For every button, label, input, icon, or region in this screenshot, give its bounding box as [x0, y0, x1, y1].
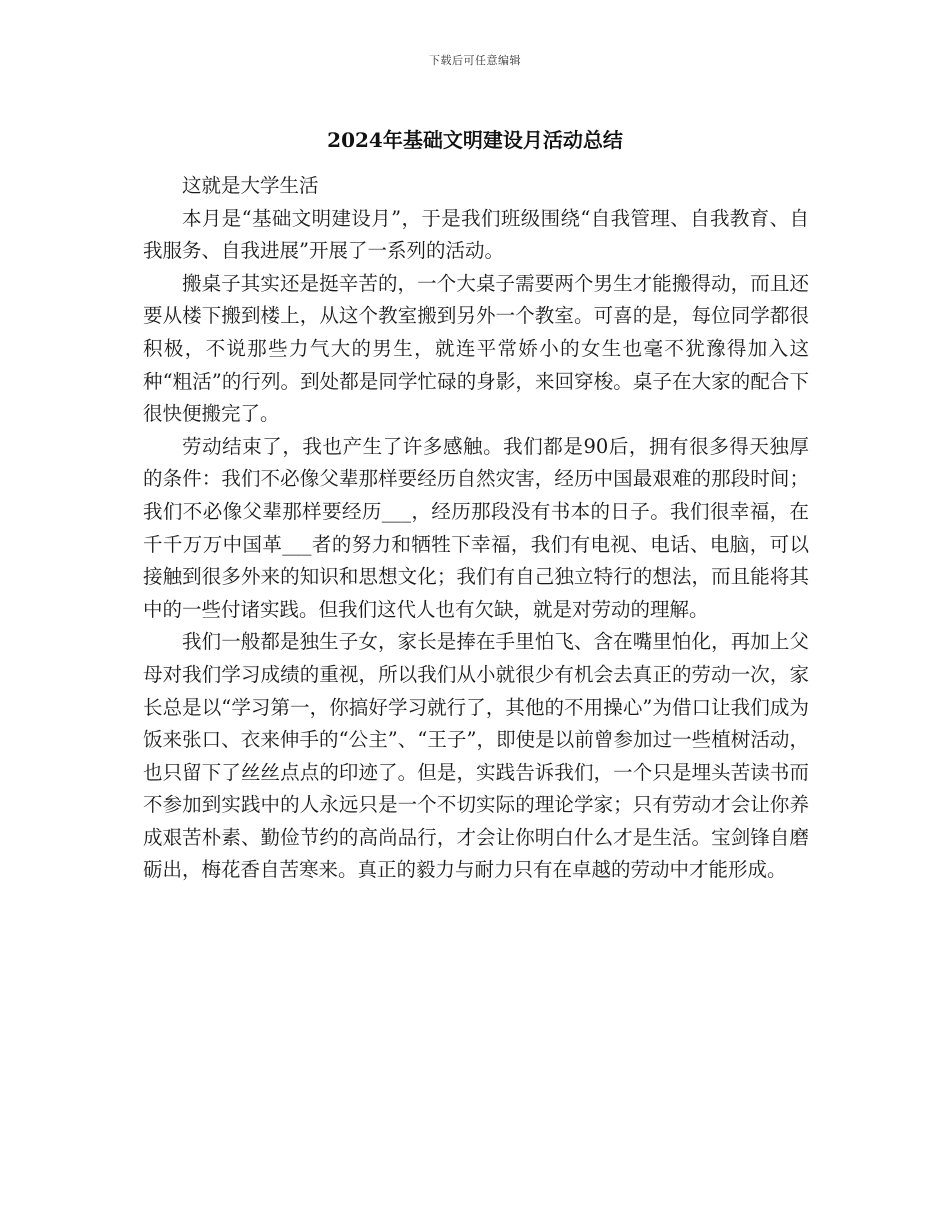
page-header: 下载后可任意编辑 — [429, 54, 521, 67]
paragraph-intro: 本月是“基础文明建设月”，于是我们班级围绕“自我管理、自我教育、自我服务、自我进展”开展了一系列的活动。 — [143, 206, 809, 263]
paragraph-conclusion: 我们一般都是独生子女，家长是捧在手里怕飞、含在嘴里怕化，再加上父母对我们学习成绩的重视，所以我们从小就很少有机会去真正的劳动一次，家长总是以“学习第一，你搞好学习就行了，其他的不用操心”为借口让我们成为饭来张口、衣来伸手的“公主”、“王子”，即使是以前曾参加过一些植树活动，也只留下了丝丝点点的印迹了。但是，实践告诉我们，一个只是埋头苦读书而不参加到实践中的人永远只是一个不切实际的理论学家；只有劳动才会让你养成艰苦朴素、勤俭节约的高尚品行，才会让你明白什么才是生活。宝剑锋自磨砺出，梅花香自苦寒来。真正的毅力与耐力只有在卓越的劳动中才能形成。 — [143, 630, 809, 882]
document-body — [143, 170, 809, 887]
paragraph-subtitle: 这就是大学生活 — [182, 174, 319, 197]
paragraph-reflection: 劳动结束了，我也产生了许多感触。我们都是90后，拥有很多得天独厚的条件：我们不必像父辈那样要经历自然灾害，经历中国最艰难的那段时间；我们不必像父辈那样要经历___，经历那段没有书本的日子。我们很幸福，在千千万万中国革___者的努力和牺牲下幸福，我们有电视、电话、电脑，可以接触到很多外来的知识和思想文化；我们有自己独立特行的想法，而且能将其中的一些付诸实践。但我们这代人也有欠缺，就是对劳动的理解。 — [143, 434, 809, 621]
document-title: 2024年基础文明建设月活动总结 — [327, 128, 623, 152]
paragraph-moving-desks: 搬桌子其实还是挺辛苦的，一个大桌子需要两个男生才能搬得动，而且还要从楼下搬到楼上，从这个教室搬到另外一个教室。可喜的是，每位同学都很积极，不说那些力气大的男生，就连平常娇小的女生也毫不犹豫得加入这种“粗活”的行列。到处都是同学忙碌的身影，来回穿梭。桌子在大家的配合下很快便搬完了。 — [143, 271, 809, 426]
